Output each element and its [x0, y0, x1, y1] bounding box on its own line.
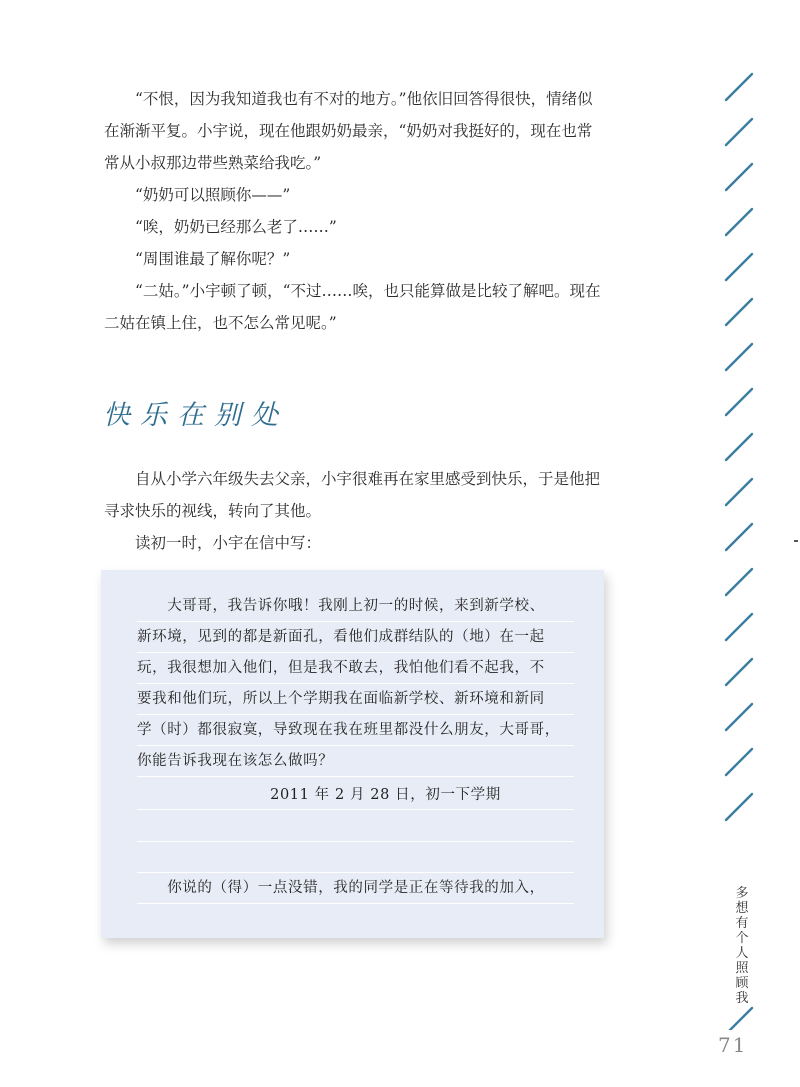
section-paragraph-2: 读初一时，小宇在信中写： — [135, 534, 322, 552]
stripe — [726, 569, 752, 595]
letter-line: 大哥哥，我告诉你哦！我刚上初一的时候，来到新学校、 — [137, 591, 574, 622]
decorative-stripes — [718, 60, 758, 1030]
stripe — [726, 164, 752, 190]
page-number: 71 — [718, 1033, 748, 1057]
letter-date: 2011 年 2 月 28 日，初一下学期 — [137, 780, 574, 810]
stripe — [726, 299, 752, 325]
stripe — [726, 479, 752, 505]
stripe — [726, 1008, 752, 1030]
stripe — [726, 614, 752, 640]
letter-box — [101, 570, 604, 938]
letter-line: 玩，我很想加入他们，但是我不敢去，我怕他们看不起我，不 — [137, 653, 574, 684]
letter-blank-line — [137, 842, 574, 873]
section-heading: 快乐在别处 — [103, 400, 288, 431]
dialogue-line-4: “周围谁最了解你呢？” — [135, 250, 291, 268]
margin-mark — [794, 540, 798, 542]
letter-blank-line — [137, 811, 574, 842]
stripe — [726, 704, 752, 730]
stripe — [726, 524, 752, 550]
paragraph-1: “不恨，因为我知道我也有不对的地方。”他依旧回答得很快，情绪似在渐渐平复。小宇说，现在他跟奶奶最亲，“奶奶对我挺好的，现在也常常从小叔那边带些熟菜给我吃。” — [104, 90, 593, 172]
letter-line: 新环境，见到的都是新面孔，看他们成群结队的（地）在一起 — [137, 622, 574, 653]
dialogue-line-3: “唉，奶奶已经那么老了……” — [135, 218, 337, 236]
stripe — [726, 254, 752, 280]
section-paragraph-1: 自从小学六年级失去父亲，小宇很难再在家里感受到快乐，于是他把寻求快乐的视线，转向了其他。 — [104, 470, 601, 520]
stripe — [726, 74, 752, 100]
book-title-vertical: 多想有个人照顾我 — [735, 886, 749, 1006]
stripe — [726, 794, 752, 820]
stripe — [726, 389, 752, 415]
letter-line: 学（时）都很寂寞，导致现在我在班里都没什么朋友，大哥哥， — [137, 715, 574, 746]
stripe — [726, 749, 752, 775]
letter-line: 要我和他们玩，所以上个学期我在面临新学校、新环境和新同 — [137, 684, 574, 715]
reply-line: 你说的（得）一点没错，我的同学是正在等待我的加入， — [137, 873, 574, 904]
stripe — [726, 119, 752, 145]
letter-line: 你能告诉我现在该怎么做吗？ — [137, 746, 574, 777]
stripe — [726, 659, 752, 685]
stripe — [726, 344, 752, 370]
stripe — [726, 434, 752, 460]
stripe — [726, 209, 752, 235]
paragraph-5: “二姑。”小宇顿了顿，“不过……唉，也只能算做是比较了解吧。现在二姑在镇上住，也不怎么常见呢。” — [104, 282, 601, 332]
dialogue-line-2: “奶奶可以照顾你——” — [135, 186, 291, 204]
